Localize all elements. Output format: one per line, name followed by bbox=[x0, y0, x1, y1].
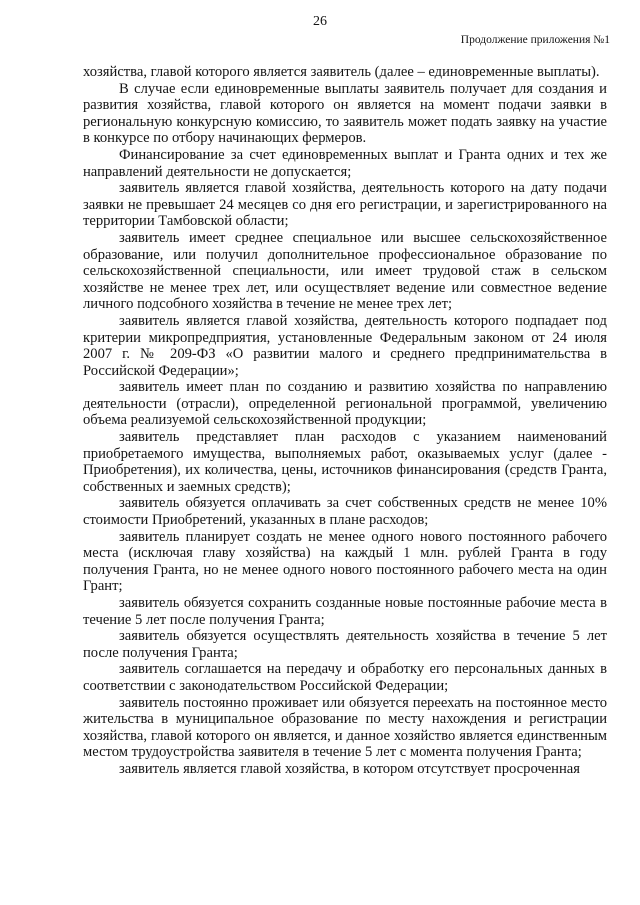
paragraph-condition-development-plan: заявитель имеет план по созданию и развитию хозяйства по направлению деятельности (отрасли), определенной региональной программой, увеличению объема реализуемой сельскохозяйственной продукции; bbox=[83, 379, 607, 429]
paragraph-condition-keep-jobs: заявитель обязуется сохранить созданные новые постоянные рабочие места в течение 5 лет после получения Гранта; bbox=[83, 595, 607, 628]
paragraph-condition-no-debt: заявитель является главой хозяйства, в котором отсутствует просроченная bbox=[119, 760, 580, 777]
page-number: 26 bbox=[313, 14, 327, 29]
paragraph-condition-own-funds: заявитель обязуется оплачивать за счет собственных средств не менее 10% стоимости Приобретений, указанных в плане расходов; bbox=[83, 495, 607, 529]
paragraph-condition-operate: заявитель обязуется осуществлять деятельность хозяйства в течение 5 лет после получения Гранта; bbox=[83, 628, 607, 661]
paragraph-lump-sum-payments: В случае если единовременные выплаты заявитель получает для создания и развития хозяйства, главой которого он является на момент подачи заявки в региональную конкурсную комиссию, то заявитель может подать заявку на участие в конкурсе по отбору начинающих фермеров. bbox=[83, 80, 607, 147]
paragraph-condition-microenterprise: заявитель является главой хозяйства, деятельность которого подпадает под критерии микропредприятия, установленные Федеральным законом от 24 июля 2007 г. № 209-ФЗ «О развитии малого и среднего предпринимательства в Российской Федерации»; bbox=[83, 312, 607, 379]
paragraph-condition-residence: заявитель постоянно проживает или обязуется переехать на постоянное место жительства в муниципальное образование по месту нахождения и регистрации хозяйства, главой которого он является, и данное хозяйство является единственным местом трудоустройства заявителя в течение 5 лет с момента получения Гранта; bbox=[83, 694, 607, 761]
appendix-note: Продолжение приложения №1 bbox=[460, 34, 610, 46]
paragraph-condition-expense-plan: заявитель представляет план расходов с указанием наименований приобретаемого имущества, выполняемых работ, оказываемых услуг (далее - Приобретения), их количества, цены, источников финансирования (средств Гранта, собственных и заемных средств); bbox=[83, 429, 607, 495]
document-body bbox=[83, 64, 607, 778]
paragraph-condition-registration: заявитель является главой хозяйства, деятельность которого на дату подачи заявки не превышает 24 месяцев со дня его регистрации, и зарегистрированного на территории Тамбовской области; bbox=[83, 180, 607, 230]
paragraph-condition-new-jobs: заявитель планирует создать не менее одного нового постоянного рабочего места (исключая главу хозяйства) на каждый 1 млн. рублей Гранта в году получения Гранта, но не менее одного нового постоянного рабочего места на один Грант; bbox=[83, 528, 607, 595]
paragraph-financing-restriction: Финансирование за счет единовременных выплат и Гранта одних и тех же направлений деятельности не допускается; bbox=[83, 146, 607, 180]
paragraph-continuation: хозяйства, главой которого является заявитель (далее – единовременные выплаты). bbox=[83, 64, 600, 80]
paragraph-condition-education: заявитель имеет среднее специальное или высшее сельскохозяйственное образование, или получил дополнительное профессиональное образование по сельскохозяйственной специальности, или имеет трудовой стаж в сельском хозяйстве не менее трех лет, или осуществляет ведение или совместное ведение личного подсобного хозяйства в течение не менее трех лет; bbox=[83, 229, 607, 313]
paragraph-condition-personal-data: заявитель соглашается на передачу и обработку его персональных данных в соответствии с законодательством Российской Федерации; bbox=[83, 661, 607, 694]
